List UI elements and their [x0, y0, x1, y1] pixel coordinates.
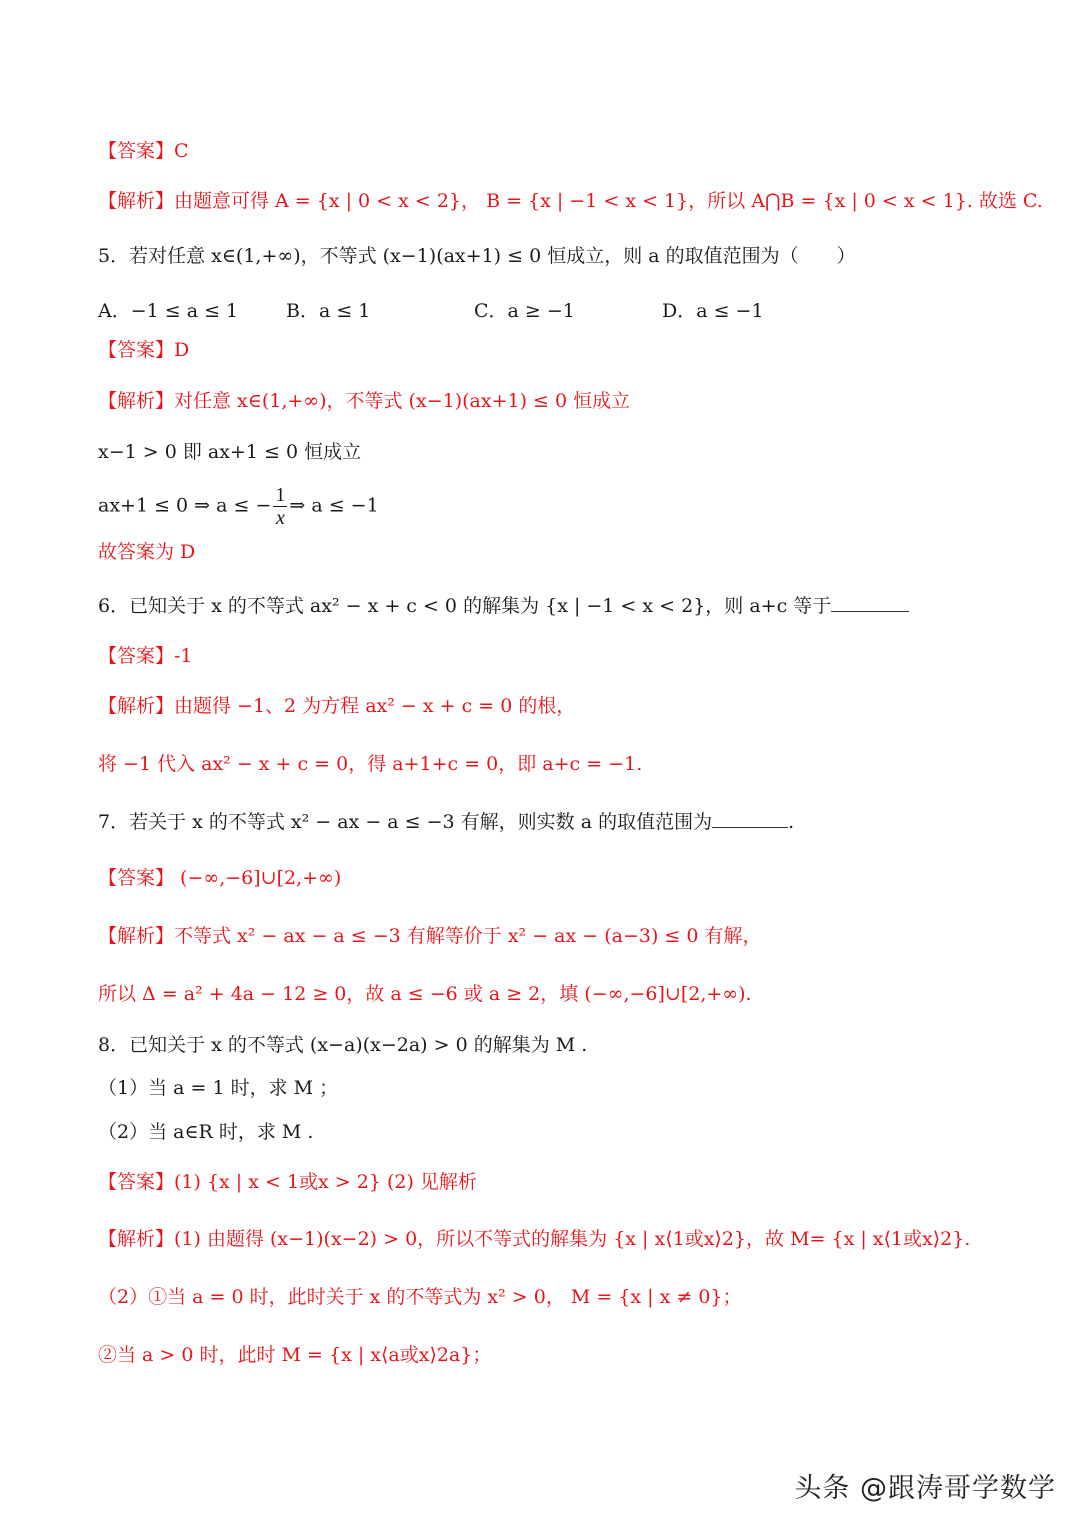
fraction-denominator: x	[275, 507, 285, 529]
question-8-part1: （1）当 a = 1 时，求 M ；	[98, 1077, 339, 1099]
watermark: 头条 @跟涛哥学数学	[794, 1473, 1056, 1504]
explanation-8-line2: （2）①当 a = 0 时，此时关于 x 的不等式为 x² > 0， M = {x | x ≠ 0}；	[98, 1286, 742, 1308]
question-8: 8．已知关于 x 的不等式 (x−a)(x−2a) > 0 的解集为 M .	[98, 1034, 588, 1056]
explanation-7-line1: 【解析】不等式 x² − ax − a ≤ −3 有解等价于 x² − ax − (a−3) ≤ 0 有解，	[98, 925, 762, 947]
question-5: 5．若对任意 x∈(1,+∞)，不等式 (x−1)(ax+1) ≤ 0 恒成立，则 a 的取值范围为（ ）	[98, 245, 856, 267]
answer-8: 【答案】(1) {x | x < 1或x > 2} (2) 见解析	[98, 1171, 477, 1193]
explanation-5-line2: x−1 > 0 即 ax+1 ≤ 0 恒成立	[98, 441, 362, 463]
formula-part-1: ax+1 ≤ 0 ⇒ a ≤ −	[98, 494, 272, 517]
answer-blank-7	[712, 809, 788, 828]
explanation-5-line3	[98, 484, 379, 529]
explanation-8-line1: 【解析】(1) 由题得 (x−1)(x−2) > 0，所以不等式的解集为 {x | x⟨1或x⟩2}，故 M= {x | x⟨1或x⟩2}.	[98, 1228, 971, 1250]
question-7-text: 7．若关于 x 的不等式 x² − ax − a ≤ −3 有解，则实数 a 的取值范围为	[98, 811, 713, 833]
answer-5: 【答案】D	[98, 339, 190, 361]
question-6-text: 6．已知关于 x 的不等式 ax² − x + c < 0 的解集为 {x | −1 < x < 2}，则 a+c 等于	[98, 595, 832, 617]
fraction	[273, 484, 287, 529]
option-c: C．a ≥ −1	[474, 300, 575, 322]
answer-4: 【答案】C	[98, 140, 189, 162]
answer-6: 【答案】-1	[98, 645, 193, 667]
option-a: A．−1 ≤ a ≤ 1	[98, 300, 239, 322]
question-6	[98, 593, 909, 618]
explanation-8-line3: ②当 a > 0 时，此时 M = {x | x⟨a或x⟩2a}；	[98, 1344, 492, 1366]
answer-blank-6	[831, 593, 909, 612]
question-7-period: .	[788, 811, 795, 833]
option-b: B．a ≤ 1	[286, 300, 371, 322]
explanation-4: 【解析】由题意可得 A = {x | 0 < x < 2}， B = {x | −1 < x < 1}，所以 A⋂B = {x | 0 < x < 1}. 故选 C.	[98, 190, 1043, 212]
explanation-7-line2: 所以 Δ = a² + 4a − 12 ≥ 0，故 a ≤ −6 或 a ≥ 2，填 (−∞,−6]∪[2,+∞).	[98, 983, 752, 1005]
conclusion-5: 故答案为 D	[98, 541, 196, 563]
formula-part-2: ⇒ a ≤ −1	[289, 494, 379, 517]
fraction-numerator: 1	[275, 484, 286, 506]
question-8-part2: （2）当 a∈R 时，求 M .	[98, 1121, 314, 1143]
question-7	[98, 809, 794, 834]
option-d: D．a ≤ −1	[662, 300, 764, 322]
explanation-6-line1: 【解析】由题得 −1、2 为方程 ax² − x + c = 0 的根，	[98, 695, 576, 717]
answer-7: 【答案】 (−∞,−6]∪[2,+∞)	[98, 867, 342, 889]
explanation-6-line2: 将 −1 代入 ax² − x + c = 0，得 a+1+c = 0，即 a+c = −1.	[98, 753, 643, 775]
explanation-5-line1: 【解析】对任意 x∈(1,+∞)，不等式 (x−1)(ax+1) ≤ 0 恒成立	[98, 390, 631, 412]
